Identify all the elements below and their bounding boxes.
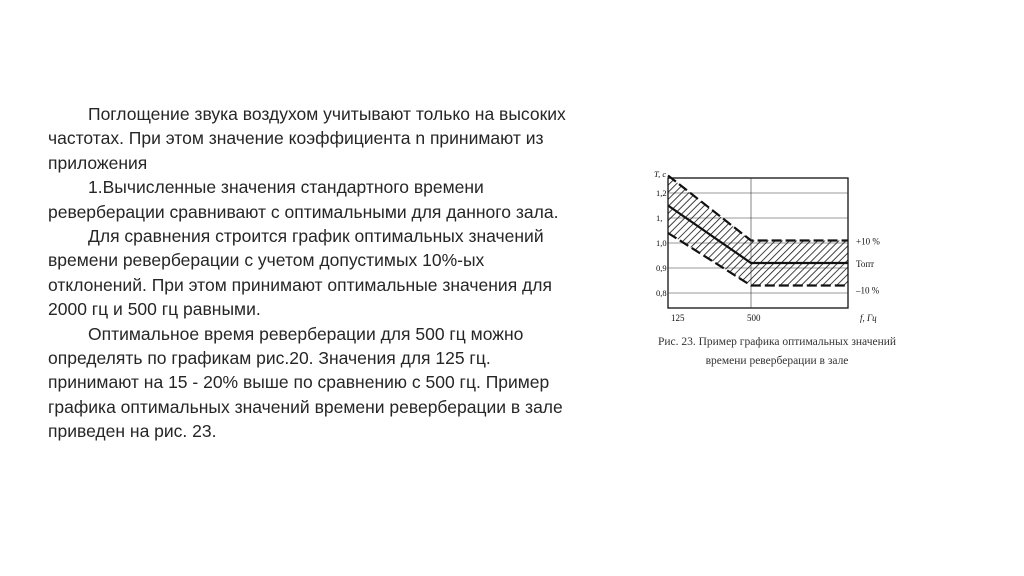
x-tick-label: 125 (671, 313, 685, 323)
y-tick-label: 1,2 (656, 188, 667, 198)
reverberation-chart (612, 170, 942, 330)
tolerance-band (668, 176, 848, 286)
figure-caption-line-1: Рис. 23. Пример графика оптимальных значений (657, 336, 897, 348)
y-tick-label: 1, (656, 213, 663, 223)
annotation-plus10: +10 % (856, 236, 880, 247)
y-axis-label: T, c (654, 169, 667, 179)
y-tick-label: 0,8 (656, 288, 667, 298)
figure-caption-line-2: времени реверберации в зале (705, 355, 849, 367)
paragraph-2: 1.Вычисленные значения стандартного времени реверберации сравнивают с оптимальными для данного зала. (48, 177, 559, 222)
body-text (48, 102, 578, 444)
x-axis-label: f, Гц (860, 313, 877, 323)
annotation-minus10: –10 % (856, 285, 880, 296)
paragraph-1: Поглощение звука воздухом учитывают только на высоких частотах. При этом значение коэффициента n принимают из приложения (48, 104, 566, 173)
figure-23 (612, 170, 942, 380)
paragraph-3: Для сравнения строится график оптимальных значений времени реверберации с учетом допустимых 10%-ых отклонений. При этом принимают оптимальные значения для 2000 гц и 500 гц равными. (48, 226, 552, 320)
y-tick-label: 1,0 (656, 238, 667, 248)
annotation-topt: Топт (856, 259, 875, 269)
x-tick-label: 500 (747, 313, 761, 323)
y-tick-label: 0,9 (656, 263, 667, 273)
paragraph-4: Оптимальное время реверберации для 500 гц можно определять по графикам рис.20. Значения для 125 гц. принимают на 15 - 20% выше по сравнению с 500 гц. Пример графика оптимальных значений времени реверберации в зале приведен на рис. 23. (48, 323, 563, 442)
